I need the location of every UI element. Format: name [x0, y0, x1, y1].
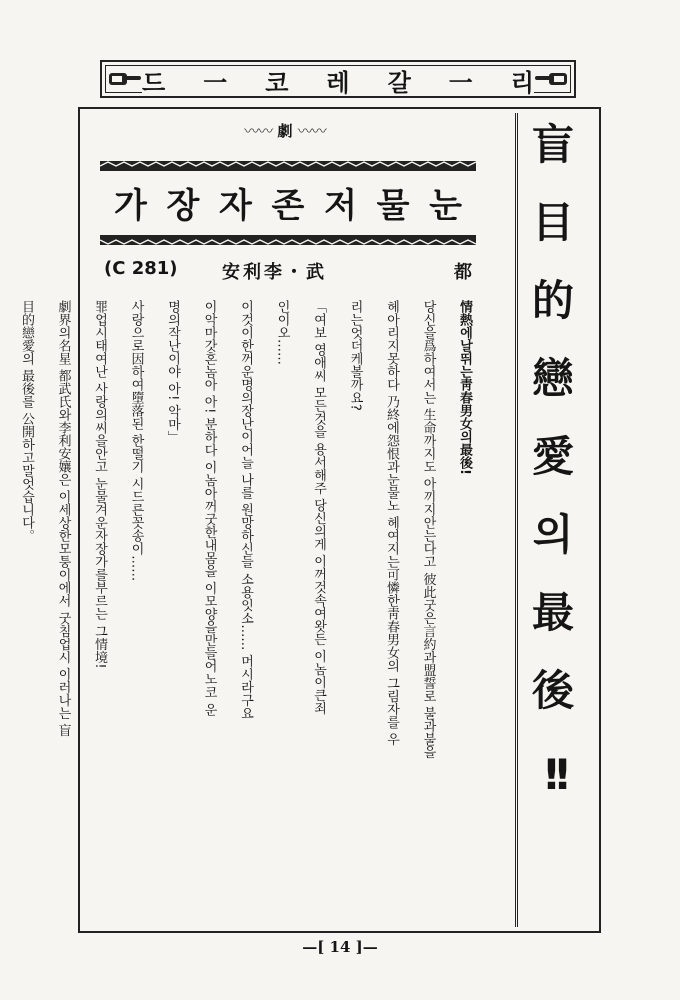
banner-title: 드 一 코 레 갈 一 리	[142, 66, 534, 94]
body-line: 「여보 영애씨 모든것을 용서해주 당신의게 이꺼것속여왓든 이놈이큰죄	[311, 300, 326, 715]
body-line: 인이오……	[274, 300, 290, 365]
performer-names: 安利李・武	[222, 262, 327, 283]
body-line: 이악마갓혼놈아 아! 분하다 이놈아꺼굿한내몸을 이모양을만들어노코 운	[201, 300, 217, 716]
page-number: —[ 14 ]—	[302, 938, 378, 956]
performer-role: 都	[454, 262, 472, 283]
ornament-rule-bottom	[100, 234, 476, 246]
pointing-hand-right-icon	[108, 68, 142, 90]
body-line: 헤아리지못하다 乃終에怨恨과눈물노 헤여지는可憐한靑春男女의 그림자를 우	[384, 300, 399, 746]
play-title: 가 장 자 존 저 물 눈	[114, 185, 462, 226]
body-line: 罪업시태여난 사랑의씨을안고 눈물겨운자장가를부르는 그情境!	[92, 300, 107, 669]
ornament-rule-top	[100, 160, 476, 172]
body-line: 리는엇더케볼까요?	[347, 300, 363, 411]
body-line: 劇界의名星 都武氏와李利安孃은 이세상한모퉁이에서 굿침업시 이러나는 盲	[55, 300, 71, 737]
body-line: 사랑으로因하여墮落된 한떨기 시드른꼿송이……	[128, 300, 144, 582]
body-line: 情熱에날뛰는靑春男女의最後!	[457, 300, 472, 475]
body-line: 당신을爲하여서는 生命까지도 아끼지안는다고 彼此굿은言約과盟誓로 불과불을	[420, 300, 436, 759]
body-line: 目的戀愛의 最後를 公開하고말엇습니다。	[19, 300, 34, 543]
record-credit	[104, 254, 476, 284]
category-label: 〰〰 劇 〰〰	[244, 122, 326, 140]
article-body	[19, 300, 482, 920]
section-banner	[100, 60, 576, 98]
record-code: (C 281)	[104, 258, 178, 279]
body-line: 이것이한꺼운명의장난이어늘 나를 원망하신들 소용잇소…… 머시라구요	[238, 300, 253, 720]
body-line: 명의작난이야 아! 악마」	[165, 300, 180, 444]
pointing-hand-left-icon	[534, 68, 568, 90]
sidebar-title: 盲 目 的 戀 愛 의 最 後 !!	[531, 120, 574, 799]
